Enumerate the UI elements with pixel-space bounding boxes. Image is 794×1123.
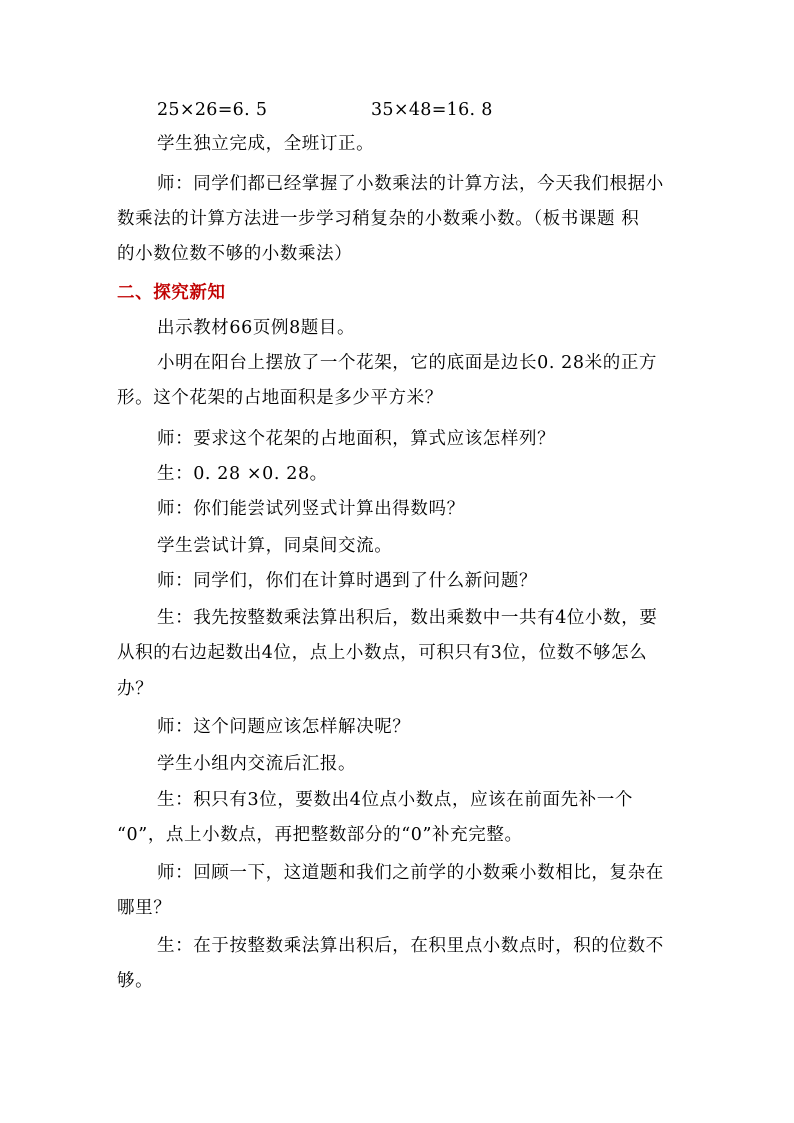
paragraph-text: 生：在于按整数乘法算出积后，在积里点小数点时，积的位数不 [157,936,664,956]
section-heading: 二、探究新知 [117,283,226,303]
paragraph-text: 师：同学们，你们在计算时遇到了什么新问题？ [157,571,538,591]
paragraph-text: 哪里？ [117,898,172,918]
paragraph-text: “0”，点上小数点，再把整数部分的“0”补充完整。 [117,825,523,845]
paragraph-text: 学生小组内交流后汇报。 [157,754,357,774]
paragraph-text: 生：0. 28 ×0. 28。 [157,464,328,484]
equation-2: 35×48=16. 8 [371,100,493,120]
paragraph-text: 师：你们能尝试列竖式计算出得数吗？ [157,499,465,519]
paragraph-text: 办？ [117,679,154,699]
paragraph-text: 小明在阳台上摆放了一个花架，它的底面是边长0. 28米的正方 [157,353,658,373]
paragraph-text: 从积的右边起数出4位，点上小数点，可积只有3位，位数不够怎么 [117,643,648,663]
equation-1: 25×26=6. 5 [157,100,268,120]
paragraph-text: 师：同学们都已经掌握了小数乘法的计算方法，今天我们根据小 [157,174,664,194]
paragraph-text: 生：积只有3位，要数出4位点小数点，应该在前面先补一个 [157,790,633,810]
paragraph-text: 师：回顾一下，这道题和我们之前学的小数乘小数相比，复杂在 [157,863,664,883]
paragraph-text: 生：我先按整数乘法算出积后，数出乘数中一共有4位小数，要 [157,608,658,628]
paragraph-text: 师：要求这个花架的占地面积，算式应该怎样列？ [157,429,556,449]
paragraph-text: 形。这个花架的占地面积是多少平方米？ [117,388,443,408]
paragraph-text: 师：这个问题应该怎样解决呢？ [157,717,411,737]
paragraph-text: 学生尝试计算，同桌间交流。 [157,536,393,556]
paragraph-text: 够。 [117,971,154,991]
paragraph-text: 的小数位数不够的小数乘法） [117,244,353,264]
paragraph-text: 学生独立完成，全班订正。 [157,134,375,154]
paragraph-text: 数乘法的计算方法进一步学习稍复杂的小数乘小数。（板书课题 积 [117,209,640,229]
paragraph-text: 出示教材66页例8题目。 [157,318,356,338]
